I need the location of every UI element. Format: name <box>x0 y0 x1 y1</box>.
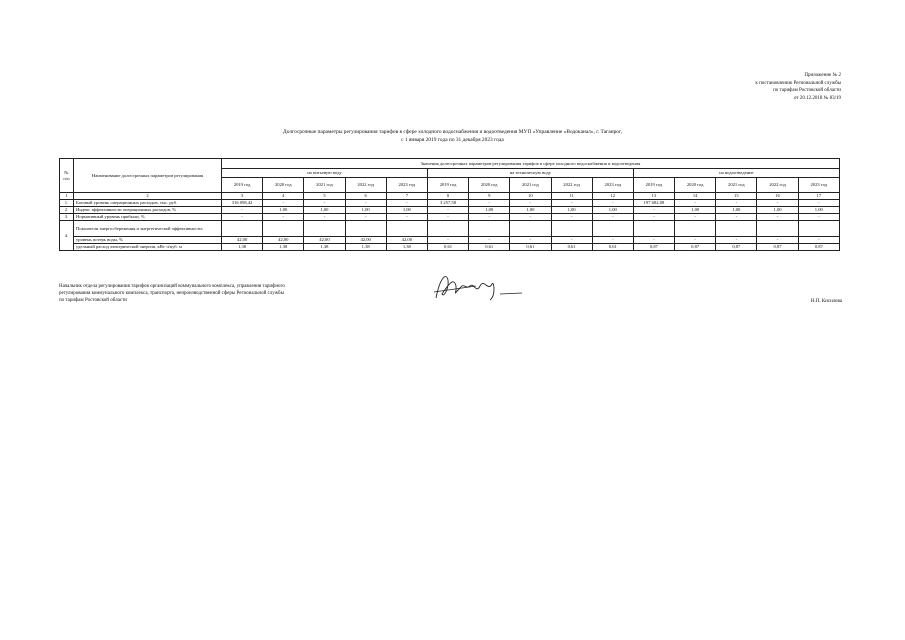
header-parameter-name: Наименование долгосрочных параметров регулирования <box>74 159 222 193</box>
row-value: 197 682,08 <box>633 200 674 207</box>
row-value: 0,61 <box>592 244 633 251</box>
appendix-line: Приложение № 2 <box>804 73 841 78</box>
row-value: 0,61 <box>469 244 510 251</box>
row-value: 1,38 <box>386 244 427 251</box>
header-values: Значения долгосрочных параметров регулирования тарифов в сфере холодного водоснабжения и водоотведения <box>222 159 840 169</box>
table-row <box>60 221 840 237</box>
column-number: 14 <box>675 193 716 200</box>
row-value: 1,00 <box>469 207 510 214</box>
row-parameter-name: Нормативный уровень прибыли, % <box>74 214 222 221</box>
row-value: - <box>304 214 345 221</box>
header-year: 2023 год <box>798 178 839 193</box>
row-value: 1,00 <box>798 207 839 214</box>
row-value: - <box>222 214 263 221</box>
column-number: 2 <box>74 193 222 200</box>
column-number: 8 <box>427 193 468 200</box>
row-parameter-name: Базовый уровень операционных расходов, тыс. руб. <box>74 200 222 207</box>
appendix-block <box>755 72 841 102</box>
row-parameter-name: удельный расход электрической энергии, кВт·ч/куб. м <box>74 244 222 251</box>
table-row <box>60 214 840 221</box>
column-number-row <box>60 193 840 200</box>
row-value: - <box>551 200 592 207</box>
row-value-empty <box>633 221 674 237</box>
header-group: на водоотведение <box>633 169 839 178</box>
header-year: 2019 год <box>633 178 674 193</box>
table-row <box>60 244 840 251</box>
row-value: - <box>675 200 716 207</box>
header-year: 2022 год <box>757 178 798 193</box>
row-value: - <box>469 214 510 221</box>
header-year: 2022 год <box>551 178 592 193</box>
row-value: - <box>633 207 674 214</box>
row-value: 1,00 <box>716 207 757 214</box>
table-row <box>60 200 840 207</box>
row-value: 3 257,58 <box>427 200 468 207</box>
row-value: 1,38 <box>263 244 304 251</box>
row-value: 1,00 <box>757 207 798 214</box>
document-title <box>0 128 905 144</box>
row-value: - <box>510 237 551 244</box>
row-value-empty <box>222 221 263 237</box>
column-number: 9 <box>469 193 510 200</box>
signatory-name: Н.П. Кисилева <box>810 299 842 304</box>
row-value: 0,61 <box>551 244 592 251</box>
row-value: - <box>592 214 633 221</box>
header-year: 2020 год <box>469 178 510 193</box>
row-value: 0,87 <box>633 244 674 251</box>
row-value: - <box>716 237 757 244</box>
row-value: 1,00 <box>386 207 427 214</box>
row-value-empty <box>304 221 345 237</box>
row-value: - <box>345 214 386 221</box>
row-value: - <box>469 237 510 244</box>
header-number: № п/п <box>60 159 74 193</box>
row-value: - <box>551 237 592 244</box>
row-value: - <box>386 214 427 221</box>
row-value: - <box>222 207 263 214</box>
row-value-empty <box>345 221 386 237</box>
row-value: 0,87 <box>675 244 716 251</box>
header-year: 2023 год <box>592 178 633 193</box>
row-value: 0,61 <box>510 244 551 251</box>
row-value-empty <box>469 221 510 237</box>
row-number: 4. <box>60 221 74 251</box>
header-year: 2021 год <box>716 178 757 193</box>
row-value: - <box>757 214 798 221</box>
table-row <box>60 237 840 244</box>
signature <box>430 268 540 308</box>
header-year: 2021 год <box>510 178 551 193</box>
title-line: с 1 января 2019 года по 31 декабря 2023 года <box>401 137 504 143</box>
row-value: - <box>510 214 551 221</box>
header-year: 2020 год <box>263 178 304 193</box>
header-group: на техническую воду <box>427 169 633 178</box>
row-value: 1,00 <box>304 207 345 214</box>
row-value-empty <box>798 221 839 237</box>
row-number: 3. <box>60 214 74 221</box>
row-value: 42,00 <box>304 237 345 244</box>
column-number: 7 <box>386 193 427 200</box>
row-value: - <box>386 200 427 207</box>
appendix-line: к постановлению Региональной службы <box>755 80 841 86</box>
header-group: на питьевую воду <box>222 169 428 178</box>
row-value-empty <box>386 221 427 237</box>
title-line: Долгосрочные параметры регулирования тарифов в сфере холодного водоснабжения и водоотведения МУП «Управление «Водоканал», г. Таганрог, <box>283 129 622 135</box>
row-value: - <box>798 200 839 207</box>
signatory-position: Начальник отдела регулирования тарифов организаций коммунального комплекса, управления тарифного регулирования коммунального комплекса, транспорта, непроизводственной сферы Региональной службы по тарифам Ростовской области <box>59 284 285 303</box>
row-value: 0,87 <box>798 244 839 251</box>
row-value: 42,00 <box>263 237 304 244</box>
row-value-empty <box>675 221 716 237</box>
row-value-empty <box>592 221 633 237</box>
row-value-empty <box>510 221 551 237</box>
header-year: 2019 год <box>427 178 468 193</box>
row-value: - <box>633 237 674 244</box>
row-number: 2. <box>60 207 74 214</box>
header-year: 2019 год <box>222 178 263 193</box>
row-value-empty <box>263 221 304 237</box>
row-value: 1,00 <box>263 207 304 214</box>
row-value: 42,00 <box>345 237 386 244</box>
row-value: - <box>716 214 757 221</box>
row-value: 316 098,42 <box>222 200 263 207</box>
row-value: 1,00 <box>345 207 386 214</box>
row-value: 42,00 <box>386 237 427 244</box>
row-value: - <box>263 214 304 221</box>
column-number: 5 <box>304 193 345 200</box>
appendix-line: от 20.12.2018 № 83/19 <box>793 95 841 101</box>
row-value: - <box>427 207 468 214</box>
row-value: - <box>304 200 345 207</box>
row-value: 1,38 <box>345 244 386 251</box>
row-value-empty <box>551 221 592 237</box>
row-value: - <box>716 200 757 207</box>
row-value: - <box>551 214 592 221</box>
column-number: 17 <box>798 193 839 200</box>
column-number: 12 <box>592 193 633 200</box>
table-row <box>60 207 840 214</box>
row-parameter-name: уровень потерь воды, % <box>74 237 222 244</box>
row-value: 1,00 <box>510 207 551 214</box>
row-value: 1,38 <box>222 244 263 251</box>
parameters-table <box>59 158 840 251</box>
header-year: 2021 год <box>304 178 345 193</box>
row-value: - <box>757 237 798 244</box>
header-year: 2020 год <box>675 178 716 193</box>
row-value: 1,00 <box>592 207 633 214</box>
row-value: 1,00 <box>675 207 716 214</box>
row-value: - <box>427 214 468 221</box>
row-value: - <box>510 200 551 207</box>
column-number: 15 <box>716 193 757 200</box>
row-value: - <box>675 237 716 244</box>
row-value: 1,38 <box>304 244 345 251</box>
row-value: - <box>427 237 468 244</box>
header-year: 2023 год <box>386 178 427 193</box>
row-value: - <box>633 214 674 221</box>
row-value: - <box>469 200 510 207</box>
row-value-empty <box>757 221 798 237</box>
row-value: - <box>798 214 839 221</box>
row-value: - <box>263 200 304 207</box>
row-value: 0,61 <box>427 244 468 251</box>
row-value: - <box>757 200 798 207</box>
row-value: - <box>592 237 633 244</box>
row-parameter-name: Показатели энергосбережения и энергетической эффективности: <box>74 221 222 237</box>
column-number: 6 <box>345 193 386 200</box>
row-value: 0,87 <box>716 244 757 251</box>
column-number: 1 <box>60 193 74 200</box>
row-value: - <box>798 237 839 244</box>
header-year: 2022 год <box>345 178 386 193</box>
column-number: 11 <box>551 193 592 200</box>
row-parameter-name: Индекс эффективности операционных расходов, % <box>74 207 222 214</box>
row-value: 1,00 <box>551 207 592 214</box>
column-number: 10 <box>510 193 551 200</box>
row-number: 1. <box>60 200 74 207</box>
appendix-line: по тарифам Ростовской области <box>773 88 841 93</box>
column-number: 13 <box>633 193 674 200</box>
row-value: - <box>592 200 633 207</box>
row-value: 0,87 <box>757 244 798 251</box>
column-number: 4 <box>263 193 304 200</box>
column-number: 16 <box>757 193 798 200</box>
row-value: 42,00 <box>222 237 263 244</box>
row-value-empty <box>716 221 757 237</box>
row-value: - <box>345 200 386 207</box>
row-value: - <box>675 214 716 221</box>
column-number: 3 <box>222 193 263 200</box>
row-value-empty <box>427 221 468 237</box>
